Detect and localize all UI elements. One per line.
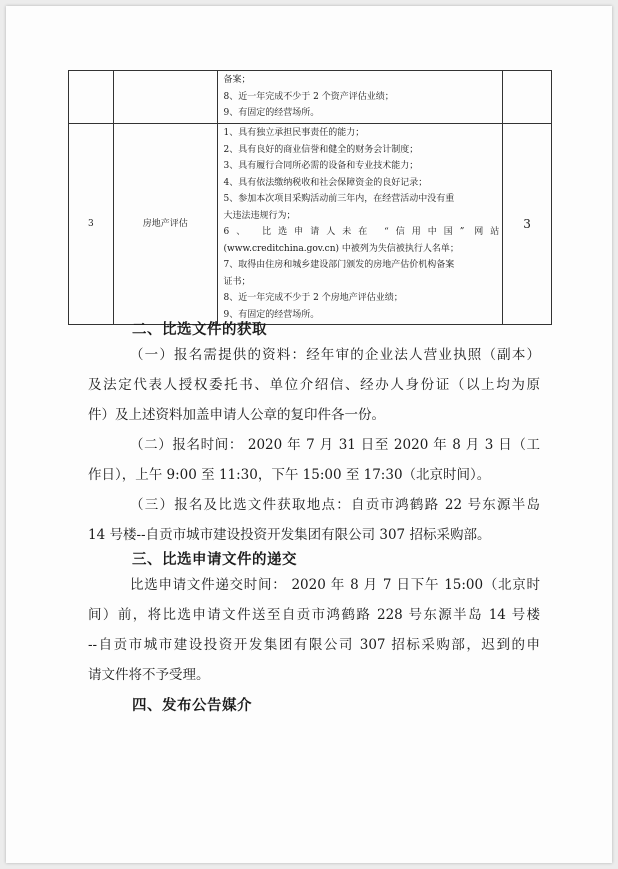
requirement-line: 7、取得由住房和城乡建设部门颁发的房地产估价机构备案 bbox=[223, 260, 455, 270]
table-row bbox=[69, 124, 552, 325]
document-page bbox=[6, 6, 612, 863]
requirement-line: 9、有固定的经营场所。 bbox=[223, 309, 320, 320]
requirement-line: 大违法违规行为； bbox=[223, 210, 296, 221]
paragraph-line: （二）报名时间： 2020 年 7 月 31 日至 2020 年 8 月 3 日（工 bbox=[130, 437, 540, 453]
paragraph-line: 间）前，将比选申请文件送至自贡市鸿鹤路 228 号东源半岛 14 号楼 bbox=[88, 607, 540, 623]
requirement-line: 8、近一年完成不少于 2 个房地产评估业绩； bbox=[223, 293, 403, 303]
row-index-cell: 3 bbox=[69, 124, 114, 325]
requirement-line: 3、具有履行合同所必需的设备和专业技术能力； bbox=[223, 161, 419, 171]
requirement-line: 8、近一年完成不少于 2 个资产评估业绩； bbox=[223, 91, 394, 102]
section-2-heading: 二、比选文件的获取 bbox=[132, 322, 267, 338]
row-requirements-cell bbox=[217, 71, 503, 124]
paragraph-line: 14 号楼--自贡市城市建设投资开发集团有限公司 307 招标采购部。 bbox=[88, 527, 491, 543]
requirement-line: 1、具有独立承担民事责任的能力； bbox=[223, 128, 365, 138]
requirement-line: (www.creditchina.gov.cn) 中被列为失信被执行人名单； bbox=[223, 243, 459, 254]
paragraph-line: （三）报名及比选文件获取地点：自贡市鸿鹤路 22 号东源半岛 bbox=[130, 497, 540, 513]
paragraph-line: （一）报名需提供的资料：经年审的企业法人营业执照（副本） bbox=[130, 347, 540, 363]
row-name-cell: 房地产评估 bbox=[113, 124, 217, 325]
paragraph-line: 比选申请文件递交时间： 2020 年 8 月 7 日下午 15:00（北京时 bbox=[130, 577, 540, 593]
requirement-line: 5、参加本次项目采购活动前三年内，在经营活动中没有重 bbox=[223, 194, 455, 204]
requirement-line: 9、有固定的经营场所。 bbox=[223, 108, 320, 119]
section-3-paragraph-1 bbox=[88, 570, 540, 690]
qualification-table bbox=[68, 70, 552, 325]
requirement-line: 4、具有依法缴纳税收和社会保障资金的良好记录； bbox=[223, 177, 428, 188]
requirement-line: 2、具有良好的商业信誉和健全的财务会计制度； bbox=[223, 144, 419, 155]
paragraph-line: 作日），上午 9:00 至 11:30，下午 15:00 至 17:30（北京时间）。 bbox=[88, 467, 491, 483]
requirement-line: 备案； bbox=[223, 75, 251, 86]
table-row bbox=[69, 71, 552, 124]
section-2-paragraph-3 bbox=[88, 490, 540, 550]
requirement-line: 6、 比选申请人未在 “信用中国” 网站 bbox=[223, 227, 500, 237]
paragraph-line: --自贡市城市建设投资开发集团有限公司 307 招标采购部，迟到的申 bbox=[88, 637, 540, 653]
paragraph-line: 件）及上述资料加盖申请人公章的复印件各一份。 bbox=[88, 407, 385, 423]
paragraph-line: 请文件将不予受理。 bbox=[88, 667, 210, 683]
row-index-cell bbox=[69, 71, 114, 124]
row-name-cell bbox=[113, 71, 217, 124]
section-4-heading: 四、发布公告媒介 bbox=[132, 698, 252, 714]
row-requirements-cell bbox=[217, 124, 503, 325]
section-2-paragraph-1 bbox=[88, 340, 540, 430]
section-2-paragraph-2 bbox=[88, 430, 540, 490]
paragraph-line: 及法定代表人授权委托书、单位介绍信、经办人身份证（以上均为原 bbox=[88, 377, 540, 393]
section-3-heading: 三、比选申请文件的递交 bbox=[132, 552, 297, 568]
requirement-line: 证书； bbox=[223, 276, 251, 287]
row-score-cell bbox=[503, 71, 552, 124]
row-score-cell: 3 bbox=[503, 124, 552, 325]
